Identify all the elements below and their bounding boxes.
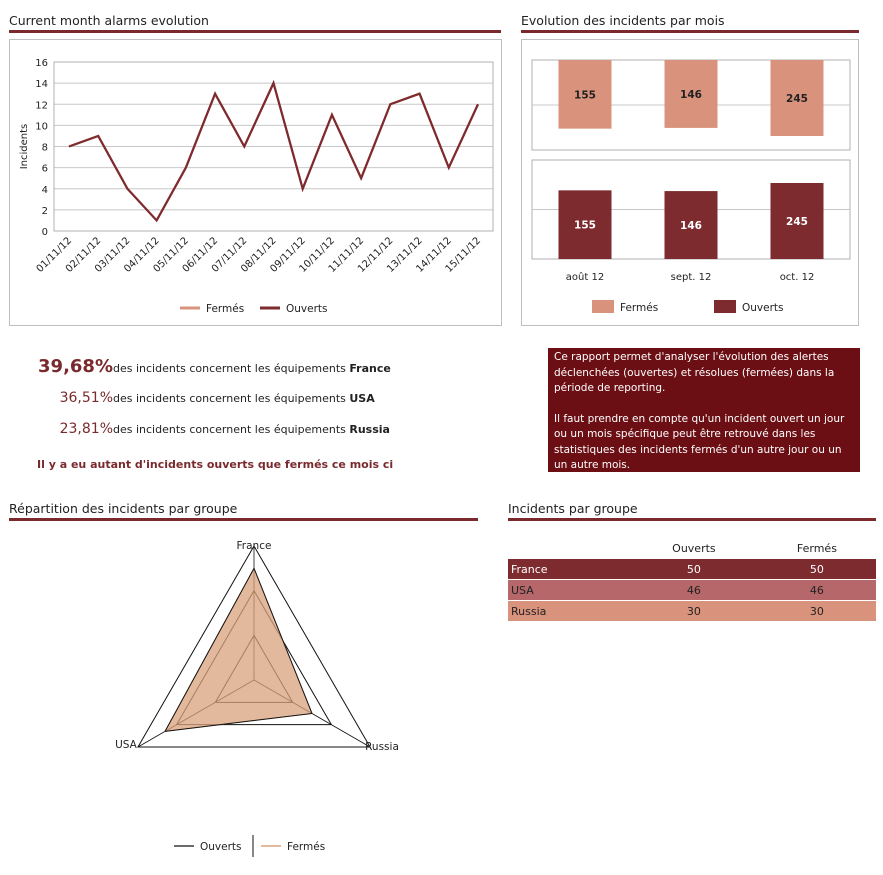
stat-percent: 36,51% (59, 390, 113, 406)
x-tick-label: 11/11/12 (326, 235, 367, 275)
x-category-label: oct. 12 (779, 272, 815, 283)
radar-chart (0, 528, 478, 873)
stat-row (0, 390, 375, 406)
bar-chart (522, 40, 858, 325)
stats-note: Il y a eu autant d'incidents ouverts que fermés ce mois ci (37, 458, 394, 471)
y-tick-label: 10 (35, 121, 48, 133)
stat-country: France (349, 362, 391, 375)
x-tick-label: 03/11/12 (93, 235, 133, 275)
y-tick-label: 4 (41, 184, 48, 196)
bar-chart-title: Evolution des incidents par mois (521, 13, 725, 28)
x-category-label: août 12 (565, 272, 605, 283)
stat-percent: 23,81% (59, 421, 113, 437)
info-paragraph-2: Il faut prendre en compte qu'un incident ouvert un jour ou un mois spécifique peut être retrouvé dans les statistiques des incidents fermés d'un autre jour ou un un autre mois. (554, 412, 845, 471)
stat-text: des incidents concernent les équipements (113, 392, 350, 405)
radar-axis-label: Russia (365, 741, 399, 753)
stat-row (0, 421, 390, 437)
table-header-cell (508, 537, 630, 559)
bar-value-label: 155 (574, 89, 596, 102)
x-tick-label: 09/11/12 (268, 235, 308, 275)
line-chart-panel (9, 39, 502, 326)
bar-value-label: 146 (680, 220, 702, 233)
stat-country: USA (349, 392, 375, 405)
bar-chart-panel (521, 39, 859, 326)
stat-row (0, 356, 391, 377)
radar-chart-title: Répartition des incidents par groupe (9, 501, 238, 516)
table-cell-ouverts: 50 (630, 559, 758, 580)
table-cell-ouverts: 30 (630, 601, 758, 622)
x-tick-label: 15/11/12 (443, 235, 484, 275)
bar-value-label: 155 (574, 219, 596, 232)
legend-label-fermes: Fermés (620, 302, 659, 314)
legend-label-ouverts: Ouverts (200, 841, 242, 853)
line-chart-title: Current month alarms evolution (9, 13, 209, 28)
x-tick-label: 10/11/12 (297, 235, 338, 275)
x-tick-label: 08/11/12 (239, 235, 279, 275)
y-tick-label: 8 (41, 142, 48, 154)
x-tick-label: 06/11/12 (180, 235, 221, 275)
incidents-table (508, 537, 876, 622)
y-axis-label: Incidents (19, 123, 30, 170)
x-tick-label: 13/11/12 (385, 235, 425, 275)
radar-axis-label: USA (115, 739, 137, 751)
radar-axis-label: France (236, 540, 272, 552)
y-tick-label: 14 (35, 79, 48, 91)
x-tick-label: 04/11/12 (122, 235, 162, 275)
table-row (508, 601, 876, 622)
y-tick-label: 6 (41, 163, 48, 175)
stat-text: des incidents concernent les équipements (113, 362, 350, 375)
table-rule (508, 518, 876, 521)
x-tick-label: 02/11/12 (63, 235, 104, 275)
line-chart (10, 40, 501, 325)
stat-text: des incidents concernent les équipements (113, 423, 350, 436)
table-cell-fermes: 50 (758, 559, 876, 580)
stats-block (0, 350, 520, 480)
legend-swatch-fermes (592, 300, 614, 313)
table-cell-label: France (508, 559, 630, 580)
y-tick-label: 2 (41, 205, 48, 217)
bar-value-label: 245 (786, 93, 808, 105)
table-cell-fermes: 30 (758, 601, 876, 622)
legend-label-fermes: Fermés (206, 303, 245, 315)
bar-chart-rule (521, 30, 859, 33)
radar-area-fermes (165, 568, 312, 731)
series-line-fermes (69, 83, 478, 220)
y-tick-label: 12 (35, 100, 48, 112)
x-tick-label: 01/11/12 (34, 235, 75, 275)
table-header-row (508, 537, 876, 559)
legend-label-ouverts: Ouverts (286, 303, 328, 315)
legend-label-fermes: Fermés (287, 841, 326, 853)
table-cell-ouverts: 46 (630, 580, 758, 601)
table-title: Incidents par groupe (508, 501, 638, 516)
x-category-label: sept. 12 (670, 272, 712, 283)
table-row (508, 559, 876, 580)
line-chart-rule (9, 30, 501, 33)
table-row (508, 580, 876, 601)
stat-country: Russia (349, 423, 390, 436)
legend-swatch-ouverts (714, 300, 736, 313)
y-tick-label: 0 (41, 227, 48, 238)
x-tick-label: 14/11/12 (414, 235, 454, 275)
info-paragraph-1: Ce rapport permet d'analyser l'évolution des alertes déclenchées (ouvertes) et résolues (fermées) dans la période de reporting. (554, 351, 835, 394)
radar-chart-rule (9, 518, 478, 521)
bar-value-label: 146 (680, 88, 702, 101)
bar-value-label: 245 (786, 216, 808, 228)
series-line-ouverts (69, 83, 478, 220)
x-tick-label: 07/11/12 (209, 235, 250, 275)
info-box (548, 348, 860, 472)
x-tick-label: 05/11/12 (151, 235, 191, 275)
legend-label-ouverts: Ouverts (742, 302, 784, 314)
stat-percent: 39,68% (38, 356, 113, 377)
table-cell-label: Russia (508, 601, 630, 622)
table-cell-fermes: 46 (758, 580, 876, 601)
table-header-cell: Fermés (796, 541, 837, 555)
table-header-cell: Ouverts (672, 541, 716, 555)
x-tick-label: 12/11/12 (355, 235, 396, 275)
table-cell-label: USA (508, 580, 630, 601)
y-tick-label: 16 (35, 58, 48, 69)
